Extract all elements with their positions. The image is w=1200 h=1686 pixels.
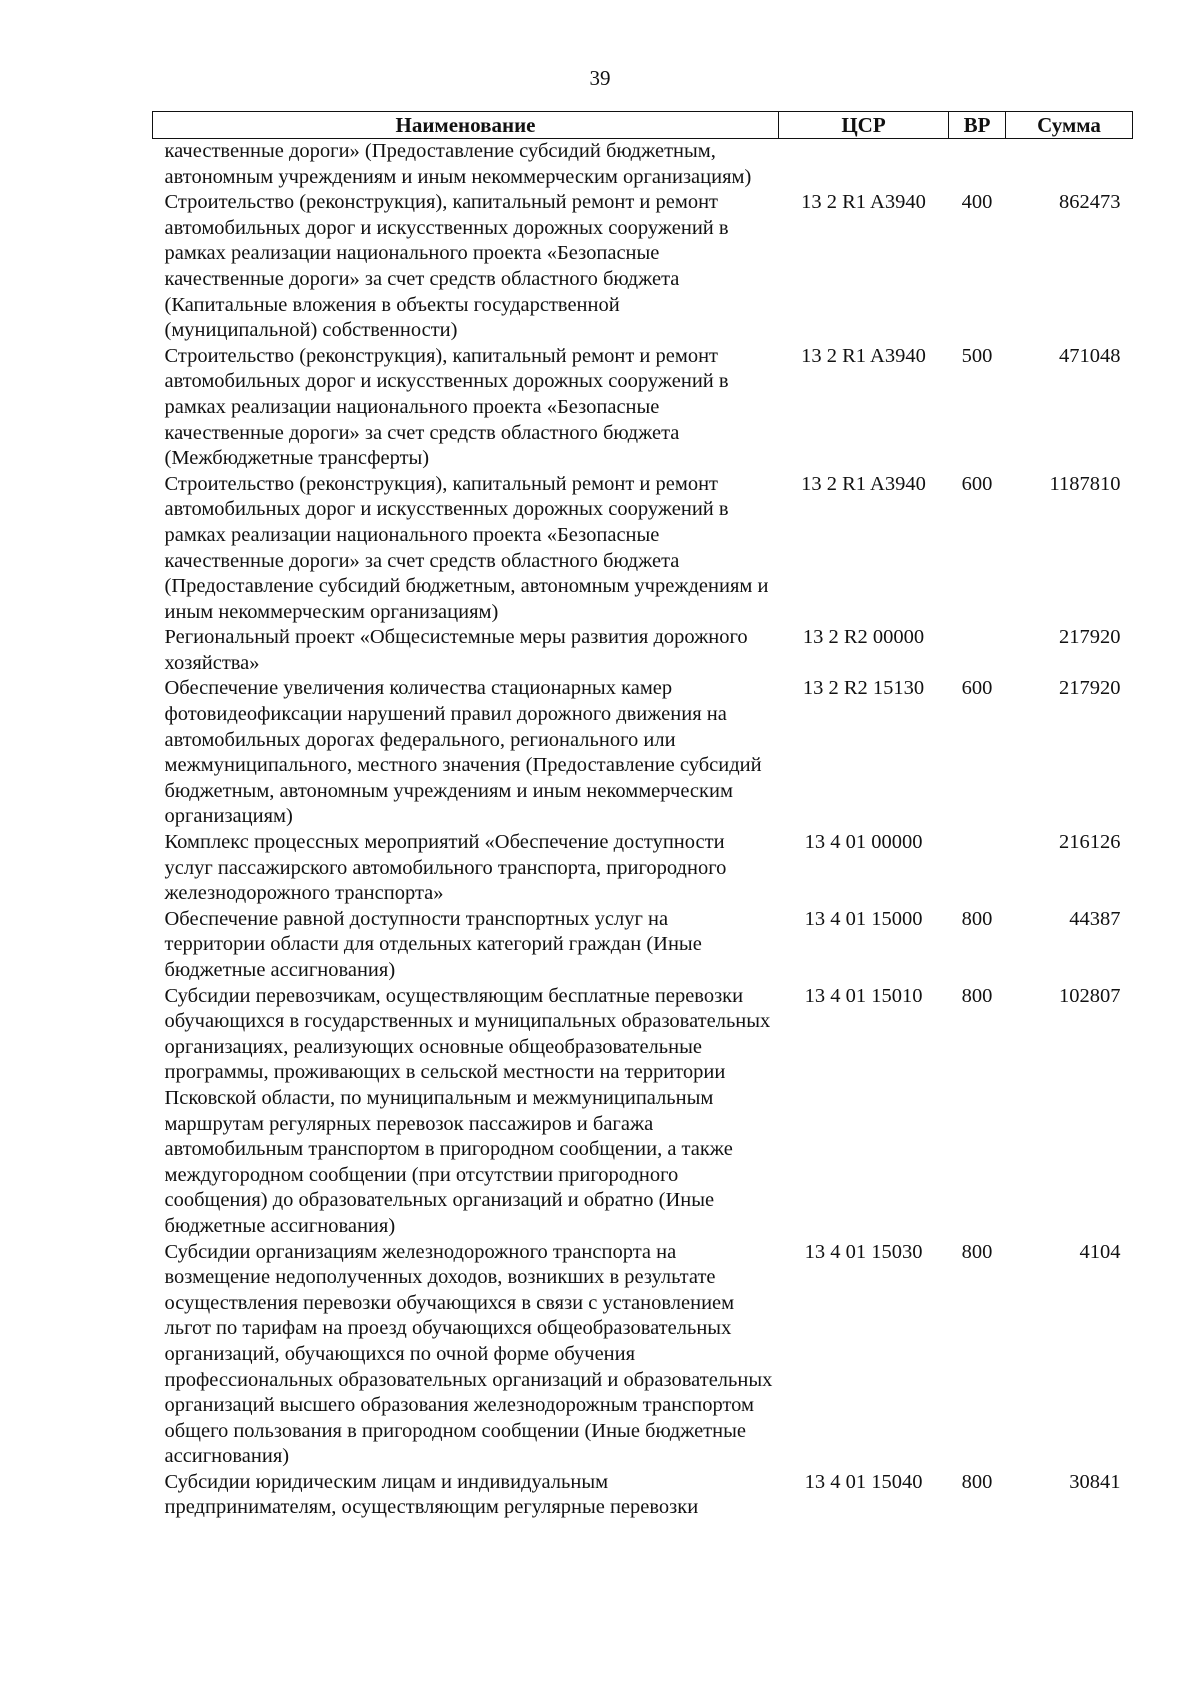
row-csr: 13 4 01 15030 xyxy=(804,1240,923,1263)
row-csr: 13 2 R1 A3940 xyxy=(801,191,926,214)
row-vr: 800 xyxy=(961,984,993,1007)
budget-table xyxy=(152,111,1133,1521)
row-sum xyxy=(1006,139,1133,191)
row-sum: 471048 xyxy=(1059,344,1121,367)
row-csr: 13 2 R2 15130 xyxy=(802,677,925,700)
row-vr: 600 xyxy=(961,472,993,495)
table-row xyxy=(153,676,1133,830)
table-row xyxy=(153,472,1133,626)
row-name: Субсидии юридическим лицам и индивидуальным предпринимателям, осуществляющим регулярные перевозки xyxy=(164,1470,699,1519)
row-name: Субсидии перевозчикам, осуществляющим бесплатные перевозки обучающихся в государственных и муниципальных образовательных организациях, реализующих основные общеобразовательные программы, проживающих в сельской местности на территории Псковской области, по муниципальным и межмуниципальным маршрутам регулярных перевозок пассажиров и багажа автомобильным транспортом в пригородном сообщении, а также междугородном сообщении (при отсутствии пригородного сообщения) до образовательных организаций и обратно (Иные бюджетные ассигнования) xyxy=(164,984,771,1237)
table-row xyxy=(153,907,1133,984)
header-csr: ЦСР xyxy=(779,112,949,139)
row-name: Строительство (реконструкция), капитальный ремонт и ремонт автомобильных дорог и искусственных дорожных сооружений в рамках реализации национального проекта «Безопасные качественные дороги» за счет средств областного бюджета (Капитальные вложения в объекты государственной (муниципальной) собственности) xyxy=(164,191,729,342)
table-row xyxy=(153,984,1133,1240)
table-header-row xyxy=(153,112,1133,139)
row-csr: 13 4 01 15010 xyxy=(804,984,923,1007)
row-sum: 217920 xyxy=(1059,626,1121,649)
row-name: Региональный проект «Общесистемные меры развития дорожного хозяйства» xyxy=(164,626,748,674)
row-vr xyxy=(949,830,1006,907)
row-sum: 44387 xyxy=(1069,907,1121,930)
row-name: Строительство (реконструкция), капитальный ремонт и ремонт автомобильных дорог и искусственных дорожных сооружений в рамках реализации национального проекта «Безопасные качественные дороги» за счет средств областного бюджета (Предоставление субсидий бюджетным, автономным учреждениям и иным некоммерческим организациям) xyxy=(164,472,769,623)
row-name: Обеспечение увеличения количества стационарных камер фотовидеофиксации нарушений правил дорожного движения на автомобильных дорогах федерального, регионального или межмуниципального, местного значения (Предоставление субсидий бюджетным, автономным учреждениям и иным некоммерческим организациям) xyxy=(164,677,762,828)
row-csr: 13 2 R1 A3940 xyxy=(801,472,926,495)
row-csr: 13 2 R2 00000 xyxy=(802,626,925,649)
row-sum: 30841 xyxy=(1069,1470,1121,1493)
table-row xyxy=(153,344,1133,472)
table-row xyxy=(153,139,1133,191)
row-vr: 800 xyxy=(961,1240,993,1263)
row-sum: 216126 xyxy=(1059,831,1121,854)
header-name: Наименование xyxy=(153,112,779,139)
row-sum: 102807 xyxy=(1059,984,1121,1007)
row-vr: 400 xyxy=(961,191,993,214)
row-vr: 800 xyxy=(961,1470,993,1493)
row-name: Строительство (реконструкция), капитальный ремонт и ремонт автомобильных дорог и искусственных дорожных сооружений в рамках реализации национального проекта «Безопасные качественные дороги» за счет средств областного бюджета (Межбюджетные трансферты) xyxy=(164,344,729,470)
row-vr: 800 xyxy=(961,907,993,930)
row-name: Субсидии организациям железнодорожного транспорта на возмещение недополученных доходов, возникших в результате осуществления перевозки обучающихся в связи с установлением льгот по тарифам на проезд обучающихся общеобразовательных организаций, обучающихся по очной форме обучения профессиональных образовательных организаций и образовательных организаций высшего образования железнодорожным транспортом общего пользования в пригородном сообщении (Иные бюджетные ассигнования) xyxy=(164,1240,773,1468)
row-name: Обеспечение равной доступности транспортных услуг на территории области для отдельных категорий граждан (Иные бюджетные ассигнования) xyxy=(164,907,702,981)
row-sum: 1187810 xyxy=(1049,472,1121,495)
header-sum: Сумма xyxy=(1006,112,1133,139)
table-row xyxy=(153,190,1133,344)
row-name: Комплекс процессных мероприятий «Обеспечение доступности услуг пассажирского автомобильного транспорта, пригородного железнодорожного транспорта» xyxy=(164,831,727,905)
row-sum: 862473 xyxy=(1059,191,1121,214)
row-name: качественные дороги» (Предоставление субсидий бюджетным, автономным учреждениям и иным некоммерческим организациям) xyxy=(164,140,752,188)
row-csr: 13 4 01 00000 xyxy=(804,831,923,854)
row-csr: 13 4 01 15040 xyxy=(804,1470,923,1493)
row-csr: 13 2 R1 A3940 xyxy=(801,344,926,367)
header-vr: ВР xyxy=(949,112,1006,139)
row-csr xyxy=(779,139,949,191)
row-sum: 217920 xyxy=(1059,677,1121,700)
table-row xyxy=(153,625,1133,676)
row-sum: 4104 xyxy=(1079,1240,1121,1263)
row-vr: 600 xyxy=(961,677,993,700)
row-csr: 13 4 01 15000 xyxy=(804,907,923,930)
row-vr xyxy=(949,625,1006,676)
page-number: 39 xyxy=(589,66,611,90)
table-row xyxy=(153,1470,1133,1521)
row-vr: 500 xyxy=(961,344,993,367)
table-row xyxy=(153,830,1133,907)
table-row xyxy=(153,1240,1133,1470)
row-vr xyxy=(949,139,1006,191)
